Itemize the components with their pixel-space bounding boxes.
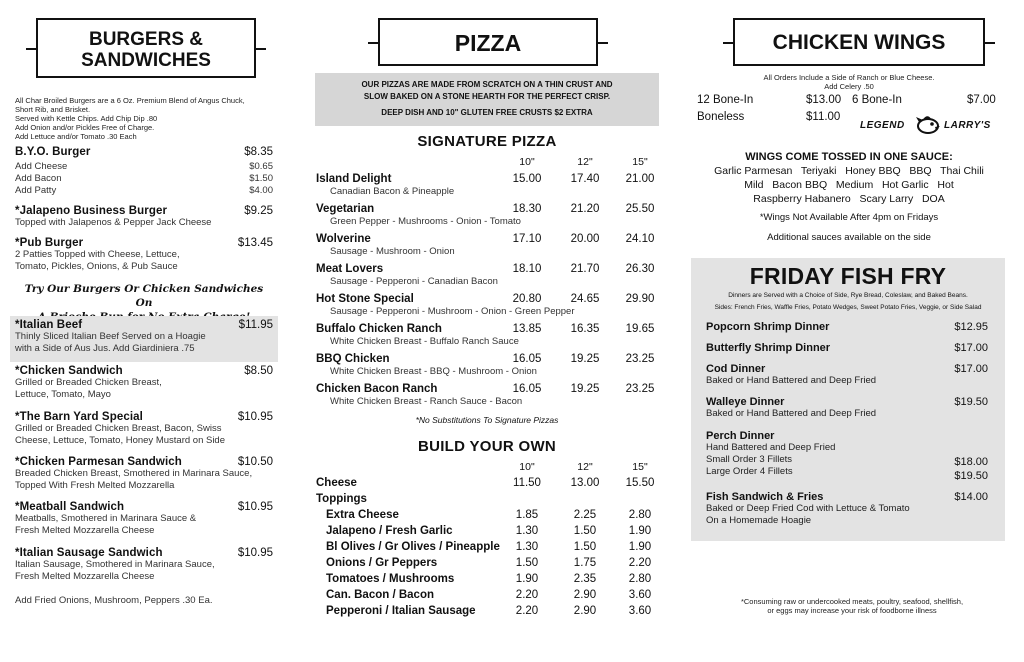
perch-small-order: Small Order 3 Fillets — [706, 454, 793, 465]
item-price: $10.95 — [237, 501, 273, 513]
item-price: $8.35 — [244, 146, 273, 158]
wings-12-price: $13.00 — [806, 94, 842, 106]
signature-pizza-row — [316, 383, 658, 413]
item-desc: Fresh Melted Mozzarella Cheese — [15, 570, 155, 582]
burger-note: Served with Kettle Chips. Add Chip Dip .80 — [15, 114, 158, 123]
pizza-price-12: 19.25 — [570, 353, 600, 365]
fish-fry-title: FRIDAY FISH FRY — [749, 263, 947, 289]
signature-pizza-row — [316, 293, 658, 323]
size-header: 10" — [519, 461, 535, 473]
no-substitutions-note: *No Substitutions To Signature Pizzas — [415, 415, 559, 425]
pizza-price-15: 29.90 — [625, 293, 655, 305]
menu-item-meatball — [15, 501, 273, 536]
pizza-price-12: 19.25 — [570, 383, 600, 395]
pizza-price-10: 16.05 — [512, 353, 542, 365]
topping-price-15: 1.90 — [628, 525, 652, 537]
byo-addon-row — [15, 173, 273, 185]
chicken-mascot-icon — [915, 114, 941, 136]
item-price: $14.00 — [954, 491, 988, 503]
wings-note-line: Add Celery .50 — [824, 82, 874, 91]
topping-name: Extra Cheese — [326, 509, 399, 521]
pizza-name: Meat Lovers — [316, 263, 384, 275]
item-price: $10.50 — [237, 456, 273, 468]
item-price: $17.00 — [954, 363, 988, 375]
disclaimer-line: or eggs may increase your risk of foodborne illness — [767, 606, 937, 615]
burgers-title-line2: SANDWICHES — [81, 50, 211, 71]
wings-additional-sauces: Additional sauces available on the side — [767, 232, 931, 243]
fish-fry-sides: Sides: French Fries, Waffle Fries, Potato Wedges, Sweet Potato Fries, Veggie, or Side Salad — [714, 304, 982, 311]
item-desc: Meatballs, Smothered in Marinara Sauce & — [15, 513, 197, 524]
logo-text-left: LEGEND — [860, 120, 905, 131]
burgers-title-line1: BURGERS & — [88, 29, 203, 50]
topping-price-10: 2.20 — [515, 589, 539, 601]
topping-row — [316, 525, 658, 541]
perch-small-price: $18.00 — [954, 456, 988, 468]
pizza-title: PIZZA — [454, 30, 522, 56]
topping-price-15: 2.20 — [628, 557, 652, 569]
topping-row — [316, 605, 658, 621]
pizza-price-12: 24.65 — [570, 293, 600, 305]
signature-pizza-row — [316, 323, 658, 353]
pizza-intro-line: DEEP DISH AND 10" GLUTEN FREE CRUSTS $2 EXTRA — [381, 108, 593, 117]
addon-price: $4.00 — [249, 185, 273, 196]
topping-price-15: 2.80 — [628, 509, 652, 521]
pizza-price-10: 13.85 — [512, 323, 542, 335]
burgers-footer-note: Add Fried Onions, Mushroom, Peppers .30 Ea. — [15, 595, 213, 606]
sauce-line: Raspberry Habanero Scary Larry DOA — [753, 193, 945, 205]
sauce-line: Mild Bacon BBQ Medium Hot Garlic Hot — [744, 179, 954, 191]
pizza-desc: Sausage - Pepperoni - Canadian Bacon — [330, 276, 498, 287]
topping-price-12: 2.25 — [573, 509, 597, 521]
topping-row — [316, 541, 658, 557]
pizza-intro-line: SLOW BAKED ON A STONE HEARTH FOR THE PERFECT CRISP. — [363, 92, 611, 101]
wings-6-bone-in: 6 Bone-In — [852, 94, 902, 106]
topping-row — [316, 589, 658, 605]
topping-name: Can. Bacon / Bacon — [326, 589, 434, 601]
item-price: $9.25 — [244, 205, 273, 217]
item-desc: 2 Patties Topped with Cheese, Lettuce, — [15, 249, 180, 260]
topping-name: Jalapeno / Fresh Garlic — [326, 525, 453, 537]
wings-boneless-price: $11.00 — [806, 111, 841, 123]
topping-row — [316, 573, 658, 589]
pizza-price-10: 15.00 — [512, 173, 542, 185]
signature-pizza-row — [316, 203, 658, 233]
topping-name: Bl Olives / Gr Olives / Pineapple — [326, 541, 500, 553]
item-desc: Baked or Hand Battered and Deep Fried — [706, 375, 877, 386]
pizza-price-15: 23.25 — [625, 383, 655, 395]
pizza-price-15: 25.50 — [625, 203, 655, 215]
fish-item-butterfly-shrimp — [706, 342, 988, 354]
topping-price-10: 1.85 — [515, 509, 539, 521]
menu-item-chicken-sandwich — [15, 365, 273, 400]
fish-item-perch — [706, 430, 988, 482]
price-15: 15.50 — [625, 477, 655, 489]
item-desc: On a Homemade Hoagie — [706, 515, 812, 526]
item-name: Walleye Dinner — [706, 396, 785, 408]
topping-price-12: 1.50 — [573, 541, 597, 553]
sauce-line: Garlic Parmesan Teriyaki Honey BBQ BBQ Thai Chili — [714, 165, 984, 177]
pizza-intro-line: OUR PIZZAS ARE MADE FROM SCRATCH ON A THIN CRUST AND — [361, 80, 613, 89]
topping-price-10: 2.20 — [515, 605, 539, 617]
wings-note-line: All Orders Include a Side of Ranch or Blue Cheese. — [763, 73, 935, 82]
item-desc: Fresh Melted Mozzarella Cheese — [15, 524, 155, 536]
pizza-desc: Green Pepper - Mushrooms - Onion - Tomato — [330, 216, 521, 227]
pizza-price-10: 16.05 — [512, 383, 542, 395]
size-header: 15" — [632, 156, 648, 168]
logo-text-right: LARRY'S — [944, 120, 991, 131]
pizza-price-10: 20.80 — [512, 293, 542, 305]
pizza-price-12: 17.40 — [570, 173, 600, 185]
pizza-name: Wolverine — [316, 233, 371, 245]
item-price: $10.95 — [237, 547, 273, 559]
pizza-name: Buffalo Chicken Ranch — [316, 323, 442, 335]
pizza-price-12: 21.20 — [570, 203, 600, 215]
burger-note: Add Onion and/or Pickles Free of Charge. — [15, 123, 155, 132]
item-desc: Tomato, Pickles, Onions, & Pub Sauce — [15, 260, 178, 272]
burger-note: Add Lettuce and/or Tomato .30 Each — [15, 132, 137, 141]
pizza-desc: White Chicken Breast - Buffalo Ranch Sauce — [330, 336, 519, 347]
item-price: $8.50 — [244, 365, 273, 377]
topping-price-12: 2.90 — [573, 605, 597, 617]
menu-item-chicken-parmesan — [15, 456, 273, 491]
size-header: 12" — [577, 461, 593, 473]
item-desc: Topped With Fresh Melted Mozzarella — [15, 479, 175, 491]
pizza-name: Chicken Bacon Ranch — [316, 383, 438, 395]
menu-item-barn-yard — [15, 411, 273, 446]
byo-cheese-label: Cheese — [316, 477, 357, 489]
pizza-price-15: 19.65 — [625, 323, 655, 335]
item-name: *Chicken Sandwich — [15, 365, 123, 377]
pizza-price-15: 21.00 — [625, 173, 655, 185]
signature-pizza-row — [316, 263, 658, 293]
topping-price-10: 1.30 — [515, 525, 539, 537]
pizza-name: BBQ Chicken — [316, 353, 390, 365]
promo-line: Try Our Burgers Or Chicken Sandwiches On — [24, 283, 264, 309]
addon-price: $0.65 — [249, 161, 273, 172]
wings-sauce-block — [694, 150, 1004, 244]
item-price: $19.50 — [954, 396, 988, 408]
item-desc: Baked or Deep Fried Cod with Lettuce & Tomato — [706, 503, 910, 514]
wings-title: CHICKEN WINGS — [772, 31, 946, 54]
topping-name: Onions / Gr Peppers — [326, 557, 438, 569]
price-12: 13.00 — [570, 477, 600, 489]
fish-fry-subtitle: Dinners are Served with a Choice of Side, Rye Bread, Coleslaw, and Baked Beans. — [728, 292, 968, 299]
size-header: 15" — [632, 461, 648, 473]
wings-after-4pm: *Wings Not Available After 4pm on Fridays — [759, 212, 939, 223]
topping-name: Pepperoni / Italian Sausage — [326, 605, 476, 617]
pizza-intro-box — [315, 73, 659, 126]
pizza-desc: White Chicken Breast - Ranch Sauce - Bacon — [330, 396, 523, 407]
pizza-price-12: 20.00 — [570, 233, 600, 245]
topping-price-12: 2.35 — [573, 573, 597, 585]
item-name: *Pub Burger — [15, 237, 84, 249]
pizza-name: Vegetarian — [316, 203, 375, 215]
burger-note: Short Rib, and Brisket. — [15, 105, 91, 114]
sauce-title: WINGS COME TOSSED IN ONE SAUCE: — [745, 151, 953, 163]
wings-title-banner — [733, 18, 985, 66]
toppings-label-row — [316, 493, 658, 509]
perch-large-price: $19.50 — [954, 470, 988, 482]
menu-item-italian-beef — [10, 316, 278, 362]
item-name: B.Y.O. Burger — [15, 146, 91, 158]
pizza-desc: White Chicken Breast - BBQ - Mushroom - Onion — [330, 366, 537, 377]
wings-note — [694, 73, 1004, 91]
item-name: Popcorn Shrimp Dinner — [706, 321, 830, 333]
pizza-price-15: 24.10 — [625, 233, 655, 245]
item-price: $17.00 — [954, 342, 988, 354]
burgers-section — [0, 0, 290, 662]
item-name: *Meatball Sandwich — [15, 501, 125, 513]
pizza-price-12: 21.70 — [570, 263, 600, 275]
topping-price-10: 1.30 — [515, 541, 539, 553]
topping-name: Tomatoes / Mushrooms — [326, 573, 455, 585]
wings-12-bone-in: 12 Bone-In — [697, 94, 754, 106]
item-name: Cod Dinner — [706, 363, 766, 375]
item-price: $11.95 — [238, 319, 273, 331]
topping-price-15: 2.80 — [628, 573, 652, 585]
menu-item-jalapeno-burger — [15, 205, 273, 229]
item-name: *Chicken Parmesan Sandwich — [15, 456, 182, 468]
item-price: $13.45 — [237, 237, 273, 249]
topping-row — [316, 557, 658, 573]
pizza-price-10: 18.30 — [512, 203, 542, 215]
topping-price-15: 3.60 — [628, 605, 652, 617]
item-name: Perch Dinner — [706, 430, 775, 442]
menu-item-byo-burger — [15, 146, 273, 158]
item-name: *Italian Sausage Sandwich — [15, 547, 163, 559]
topping-price-12: 1.75 — [573, 557, 597, 569]
topping-price-10: 1.50 — [515, 557, 539, 569]
item-name: *The Barn Yard Special — [15, 411, 143, 423]
item-desc: Cheese, Lettuce, Tomato, Honey Mustard on Side — [15, 434, 226, 446]
signature-pizza-title: SIGNATURE PIZZA — [417, 133, 557, 150]
burger-note: All Char Broiled Burgers are a 6 Oz. Premium Blend of Angus Chuck, — [15, 96, 245, 105]
item-desc: Topped with Jalapenos & Pepper Jack Cheese — [15, 217, 212, 228]
pizza-desc: Sausage - Pepperoni - Mushroom - Onion - Green Pepper — [330, 306, 575, 317]
pizza-title-banner — [378, 18, 598, 66]
addon-label: Add Cheese — [15, 161, 68, 172]
toppings-label: Toppings — [316, 493, 367, 505]
pizza-price-10: 17.10 — [512, 233, 542, 245]
fish-item-cod — [706, 363, 988, 387]
fish-item-walleye — [706, 396, 988, 420]
addon-label: Add Bacon — [15, 173, 62, 184]
menu-item-italian-sausage — [15, 547, 273, 582]
item-desc: Thinly Sliced Italian Beef Served on a Hoagie — [15, 331, 206, 342]
item-desc: Baked or Hand Battered and Deep Fried — [706, 408, 877, 419]
topping-price-15: 3.60 — [628, 589, 652, 601]
item-name: *Italian Beef — [15, 319, 83, 331]
byo-cheese-row — [316, 477, 658, 493]
pizza-price-15: 23.25 — [625, 353, 655, 365]
item-name: *Jalapeno Business Burger — [15, 205, 168, 217]
addon-label: Add Patty — [15, 185, 57, 196]
pizza-name: Island Delight — [316, 173, 392, 185]
sandwich-items — [15, 365, 273, 625]
item-name: Butterfly Shrimp Dinner — [706, 342, 831, 354]
topping-row — [316, 509, 658, 525]
burgers-notes — [15, 96, 275, 141]
item-desc: Italian Sausage, Smothered in Marinara Sauce, — [15, 559, 215, 570]
perch-large-order: Large Order 4 Fillets — [706, 466, 793, 477]
wings-6-price: $7.00 — [967, 94, 996, 106]
item-price: $12.95 — [954, 321, 988, 333]
item-desc: Breaded Chicken Breast, Smothered in Marinara Sauce, — [15, 468, 253, 479]
item-desc: Grilled or Breaded Chicken Breast, Bacon, Swiss — [15, 423, 222, 434]
wings-boneless: Boneless — [697, 111, 745, 123]
addon-price: $1.50 — [249, 173, 273, 184]
item-desc: with a Side of Aus Jus. Add Giardiniera .75 — [15, 342, 195, 354]
topping-price-12: 1.50 — [573, 525, 597, 537]
fish-item-popcorn-shrimp — [706, 321, 988, 333]
pizza-desc: Canadian Bacon & Pineapple — [330, 186, 455, 197]
byo-addon-row — [15, 161, 273, 173]
item-desc: Grilled or Breaded Chicken Breast, — [15, 377, 162, 388]
foodborne-disclaimer — [694, 597, 1010, 615]
item-desc: Hand Battered and Deep Fried — [706, 442, 836, 453]
disclaimer-line: *Consuming raw or undercooked meats, poultry, seafood, shellfish, — [740, 597, 964, 606]
size-header: 10" — [519, 156, 535, 168]
byo-addon-row — [15, 185, 273, 197]
build-your-own-title: BUILD YOUR OWN — [417, 438, 557, 455]
legend-larrys-logo — [860, 114, 1002, 138]
topping-price-10: 1.90 — [515, 573, 539, 585]
item-desc: Lettuce, Tomato, Mayo — [15, 388, 111, 400]
pizza-desc: Sausage - Mushroom - Onion — [330, 246, 455, 257]
signature-pizza-row — [316, 353, 658, 383]
pizza-name: Hot Stone Special — [316, 293, 414, 305]
topping-price-12: 2.90 — [573, 589, 597, 601]
item-price: $10.95 — [237, 411, 273, 423]
fish-item-sandwich — [706, 491, 988, 527]
topping-price-15: 1.90 — [628, 541, 652, 553]
item-name: Fish Sandwich & Fries — [706, 491, 824, 503]
signature-pizza-row — [316, 233, 658, 263]
size-header: 12" — [577, 156, 593, 168]
burgers-title-banner — [36, 18, 256, 78]
pizza-price-15: 26.30 — [625, 263, 655, 275]
price-10: 11.50 — [513, 477, 541, 489]
pizza-price-12: 16.35 — [570, 323, 600, 335]
pizza-price-10: 18.10 — [512, 263, 542, 275]
signature-pizza-row — [316, 173, 658, 203]
menu-item-pub-burger — [15, 237, 273, 272]
